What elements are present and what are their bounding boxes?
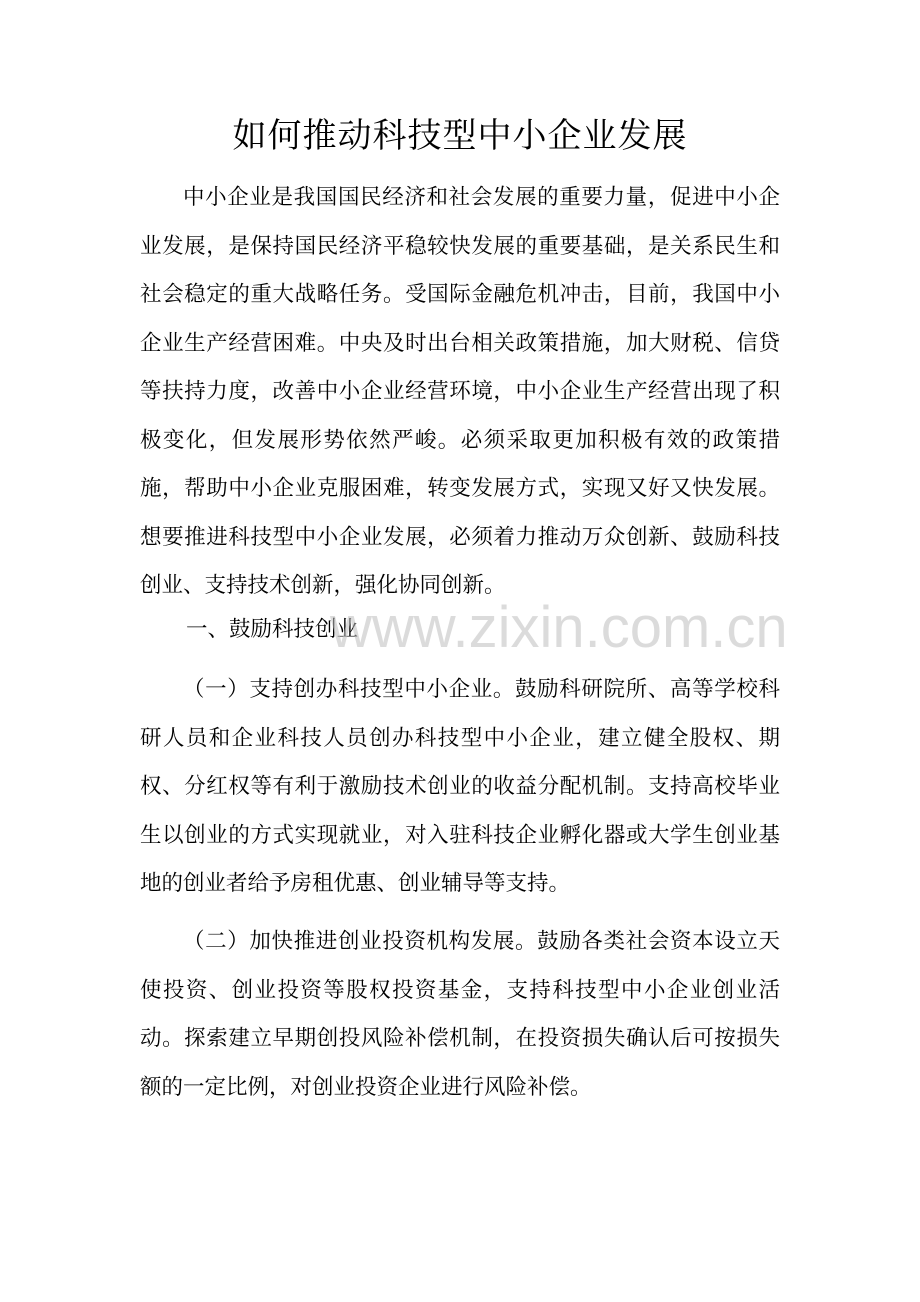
section-heading: 一、鼓励科技创业	[186, 617, 359, 642]
watermark-text: www.zixin.com.cn	[330, 595, 788, 660]
paragraph-venture-capital: （二）加快推进创业投资机构发展。鼓励各类社会资本设立天使投资、创业投资等股权投资基金，支持科技型中小企业创业活动。探索建立早期创投风险补偿机制，在投资损失确认后可按损失额的一定比例，对创业投资企业进行风险补偿。	[140, 929, 780, 1100]
paragraph-support-startups: （一）支持创办科技型中小企业。鼓励科研院所、高等学校科研人员和企业科技人员创办科技型中小企业，建立健全股权、期权、分红权等有利于激励技术创业的收益分配机制。支持高校毕业生以创业的方式实现就业，对入驻科技企业孵化器或大学生创业基地的创业者给予房租优惠、创业辅导等支持。	[140, 677, 780, 896]
document-title: 如何推动科技型中小企业发展	[232, 116, 688, 156]
intro-paragraph: 中小企业是我国国民经济和社会发展的重要力量，促进中小企业发展，是保持国民经济平稳较快发展的重要基础，是关系民生和社会稳定的重大战略任务。受国际金融危机冲击，目前，我国中小企业生产经营困难。中央及时出台相关政策措施，加大财税、信贷等扶持力度，改善中小企业经营环境，中小企业生产经营出现了积极变化，但发展形势依然严峻。必须采取更加积极有效的政策措施，帮助中小企业克服困难，转变发展方式，实现又好又快发展。想要推进科技型中小企业发展，必须着力推动万众创新、鼓励科技创业、支持技术创新，强化协同创新。	[140, 185, 780, 598]
